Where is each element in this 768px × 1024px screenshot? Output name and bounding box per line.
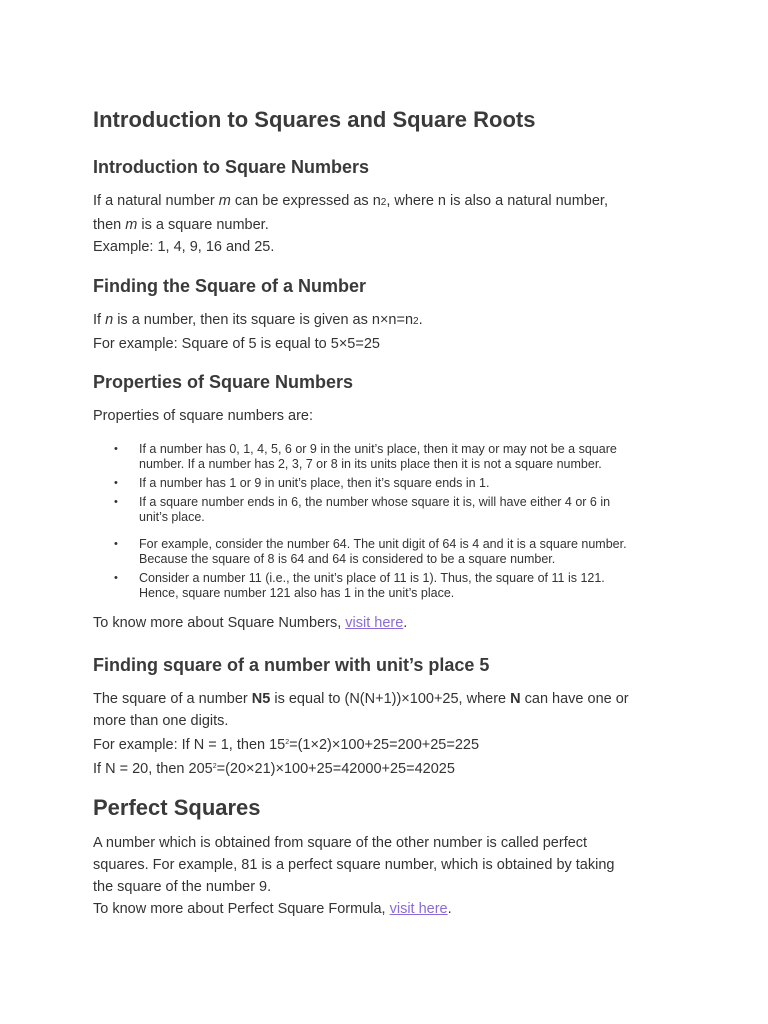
list-item: • If a number has 0, 1, 4, 5, 6 or 9 in the unit’s place, then it may or may not be a square number. If a number has 2, 3, 7 or 8 in its units place then it is not a square number. [93,442,683,472]
properties-intro: Properties of square numbers are: [93,408,314,424]
heading-finding-square: Finding the Square of a Number [93,276,367,296]
page-title: Introduction to Squares and Square Roots [93,107,536,132]
text-line: more than one digits. [93,713,229,729]
heading-unit-place-5: Finding square of a number with unit’s place 5 [93,655,490,675]
text-line: To know more about Perfect Square Formula, visit here. [93,901,452,917]
list-item: • For example, consider the number 64. The unit digit of 64 is 4 and it is a square number. Because the square of 8 is 64 and 64 is considered to be a square number. [93,537,683,567]
text-line: A number which is obtained from square of the other number is called perfect [93,835,588,851]
heading-square-numbers: Introduction to Square Numbers [93,157,370,177]
heading-perfect-squares: Perfect Squares [93,795,261,820]
text-line: If N = 20, then $205^2=(20\times 21)\times 100+25=42000+25=42025$ [93,761,455,777]
square-numbers-paragraph [93,190,673,258]
text-line: Example: 1, 4, 9, 16 and 25. [93,239,275,255]
list-item: • If a number has 1 or 9 in unit’s place, then it’s square ends in 1. [93,476,683,491]
text-line: For example: Square of 5 is equal to 5×5=25 [93,336,380,352]
perfect-squares-paragraph [93,832,673,920]
text-line: If n is a number, then its square is given as n×n=n2. [93,312,423,328]
text-line: For example: If N = 1, then $15^2=(1\times 2)\times 100+25=200+25=225$ [93,737,480,753]
text-line: The square of a number N5 is equal to (N(N+1))×100+25, where N can have one or [93,691,629,707]
finding-square-paragraph [93,309,673,355]
visit-here-link[interactable]: visit here [389,901,448,917]
visit-here-link[interactable]: visit here [345,615,404,631]
text-line: If a natural number m can be expressed as n2, where n is also a natural number, [93,193,608,209]
properties-list [93,442,683,605]
text-line: then m is a square number. [93,217,269,233]
text-line: squares. For example, 81 is a perfect square number, which is obtained by taking [93,857,615,873]
list-item: • If a square number ends in 6, the number whose square it is, will have either 4 or 6 in unit’s place. [93,495,683,525]
square-numbers-more: To know more about Square Numbers, visit here. [93,615,408,631]
text-line: the square of the number 9. [93,879,272,895]
heading-properties: Properties of Square Numbers [93,372,354,392]
unit-place-5-paragraph [93,688,673,780]
list-item: • Consider a number 11 (i.e., the unit’s place of 11 is 1). Thus, the square of 11 is 121. Hence, square number 121 also has 1 in the unit’s place. [93,571,683,601]
